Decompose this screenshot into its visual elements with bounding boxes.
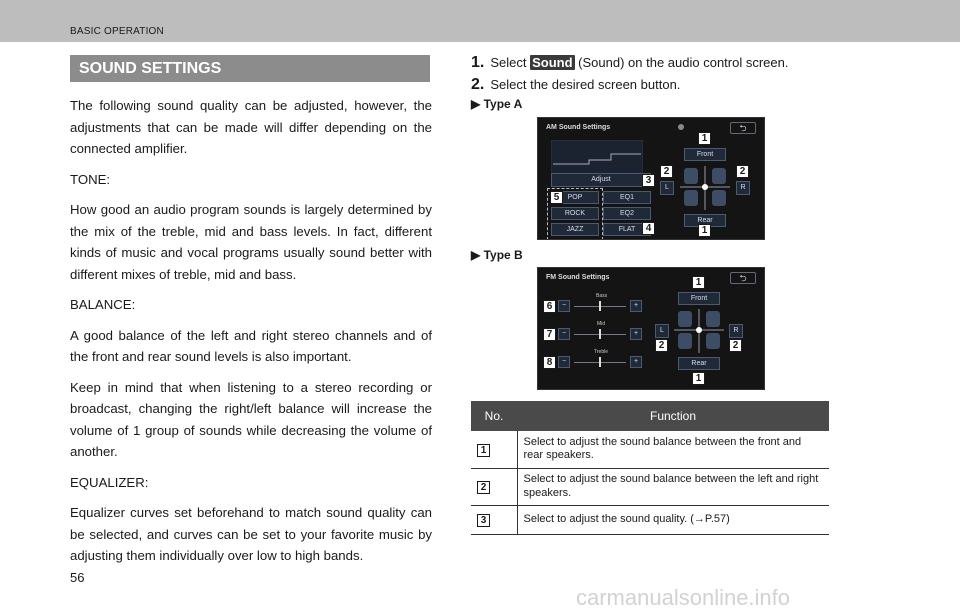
header-bar	[0, 0, 960, 42]
rear-button[interactable]: Rear	[684, 214, 726, 227]
front-button[interactable]: Front	[684, 148, 726, 161]
left-button[interactable]: L	[660, 181, 674, 195]
step-1-number: 1.	[471, 54, 485, 71]
section-title: SOUND SETTINGS	[70, 55, 430, 82]
balance-heading: BALANCE:	[70, 297, 136, 312]
callout-3: 3	[477, 514, 490, 527]
right-button[interactable]: R	[736, 181, 750, 195]
callout-5: 5	[550, 191, 563, 204]
step-1-pre: Select	[490, 55, 527, 70]
callout-1-front: 1	[692, 276, 705, 289]
tone-sliders	[546, 293, 642, 382]
treble-label: Treble	[594, 349, 608, 355]
step-2-text: Select the desired screen button.	[490, 77, 681, 92]
balance-paragraph: A good balance of the left and right stereo channels and of the front and rear sound levels is also important.	[70, 327, 432, 364]
table-cell-no	[471, 505, 517, 534]
seat-balance-icon	[672, 307, 726, 355]
adjust-button[interactable]: Adjust	[551, 173, 651, 187]
callout-2-right: 2	[729, 339, 742, 352]
tone-paragraph: How good an audio program sounds is largely determined by the mix of the treble, mid and bass levels. In fact, different kinds of music and vocal programs usually sound better with different mixes of treble, mid and bass.	[70, 202, 432, 282]
treble-plus-button[interactable]: +	[630, 356, 642, 368]
callout-2-left: 2	[655, 339, 668, 352]
type-b-label-text: Type B	[483, 248, 523, 262]
treble-slider	[546, 349, 642, 374]
type-b-screen-title: FM Sound Settings	[546, 274, 610, 281]
jazz-button[interactable]: JAZZ	[551, 223, 599, 236]
eq2-button[interactable]: EQ2	[603, 207, 651, 220]
tone-heading: TONE:	[70, 171, 111, 187]
bass-plus-button[interactable]: +	[630, 300, 642, 312]
callout-2-right: 2	[736, 165, 749, 178]
mid-plus-button[interactable]: +	[630, 328, 642, 340]
triangle-right-icon: ▶	[471, 248, 481, 262]
equalizer-paragraph: Equalizer curves set beforehand to match sound quality can be selected, and curves can be set to your favorite music by adjusting them individually over low to high bands.	[70, 505, 432, 563]
step-1-post: (Sound) on the audio control screen.	[578, 55, 789, 70]
page-number: 56	[70, 570, 85, 585]
type-b-label	[471, 248, 523, 262]
treble-minus-button[interactable]: −	[558, 356, 570, 368]
type-b-screen	[537, 267, 765, 390]
table-row	[471, 468, 829, 505]
type-a-label	[471, 97, 522, 111]
header-function: Function	[517, 401, 829, 431]
eq-curve-display	[551, 140, 643, 174]
callout-7: 7	[543, 328, 556, 341]
mid-slider	[546, 321, 642, 346]
rock-button[interactable]: ROCK	[551, 207, 599, 220]
status-dot-icon	[678, 124, 684, 130]
step-1	[471, 54, 788, 72]
header-no: No.	[471, 401, 517, 431]
triangle-right-icon: ▶	[471, 97, 481, 111]
back-arrow-icon[interactable]: ⮌	[730, 122, 756, 134]
table-cell-function: Select to adjust the sound balance between the front and rear speakers.	[517, 431, 829, 468]
mid-label: Mid	[597, 321, 606, 327]
watermark: carmanualsonline.info	[576, 585, 791, 610]
callout-4: 4	[642, 222, 655, 235]
bass-slider	[546, 293, 642, 318]
callout-1-rear: 1	[692, 372, 705, 385]
stereo-paragraph: Keep in mind that when listening to a stereo recording or broadcast, changing the right/left balance will increase the volume of 1 group of sounds while decreasing the volume of another.	[70, 379, 432, 459]
function-table	[471, 401, 829, 535]
body-text	[70, 95, 432, 576]
intro-paragraph: The following sound quality can be adjusted, however, the adjustments that can be made will differ depending on the connected amplifier.	[70, 98, 432, 156]
bass-label: Bass	[596, 293, 608, 299]
callout-3: 3	[642, 174, 655, 187]
step-2-number: 2.	[471, 76, 485, 93]
mid-minus-button[interactable]: −	[558, 328, 570, 340]
type-a-screen	[537, 117, 765, 240]
seat-balance-icon	[678, 164, 732, 212]
callout-2-left: 2	[660, 165, 673, 178]
table-header-row	[471, 401, 829, 431]
table-row	[471, 431, 829, 468]
type-a-screen-title: AM Sound Settings	[546, 124, 611, 131]
callout-2: 2	[477, 481, 490, 494]
callout-1-front: 1	[698, 132, 711, 145]
left-button[interactable]: L	[655, 324, 669, 338]
table-row	[471, 505, 829, 534]
flat-button[interactable]: FLAT	[603, 223, 651, 236]
step-2	[471, 76, 680, 94]
eq1-button[interactable]: EQ1	[603, 191, 651, 204]
bass-handle[interactable]	[599, 301, 601, 311]
table-cell-no	[471, 468, 517, 505]
front-button[interactable]: Front	[678, 292, 720, 305]
equalizer-heading: EQUALIZER:	[70, 474, 149, 490]
type-a-label-text: Type A	[483, 97, 523, 111]
callout-1-rear: 1	[698, 224, 711, 237]
back-arrow-icon[interactable]: ⮌	[730, 272, 756, 284]
right-button[interactable]: R	[729, 324, 743, 338]
pop-button[interactable]: POP	[551, 191, 599, 204]
sound-button[interactable]: Sound	[532, 55, 573, 70]
rear-button[interactable]: Rear	[678, 357, 720, 370]
treble-handle[interactable]	[599, 357, 601, 367]
header-title: BASIC OPERATION	[70, 26, 164, 37]
callout-8: 8	[543, 356, 556, 369]
callout-1: 1	[477, 444, 490, 457]
table-cell-no	[471, 431, 517, 468]
bass-minus-button[interactable]: −	[558, 300, 570, 312]
table-cell-function: Select to adjust the sound balance between the left and right speakers.	[517, 468, 829, 505]
mid-handle[interactable]	[599, 329, 601, 339]
table-cell-function: Select to adjust the sound quality. (→P.57)	[517, 505, 829, 534]
callout-6: 6	[543, 300, 556, 313]
